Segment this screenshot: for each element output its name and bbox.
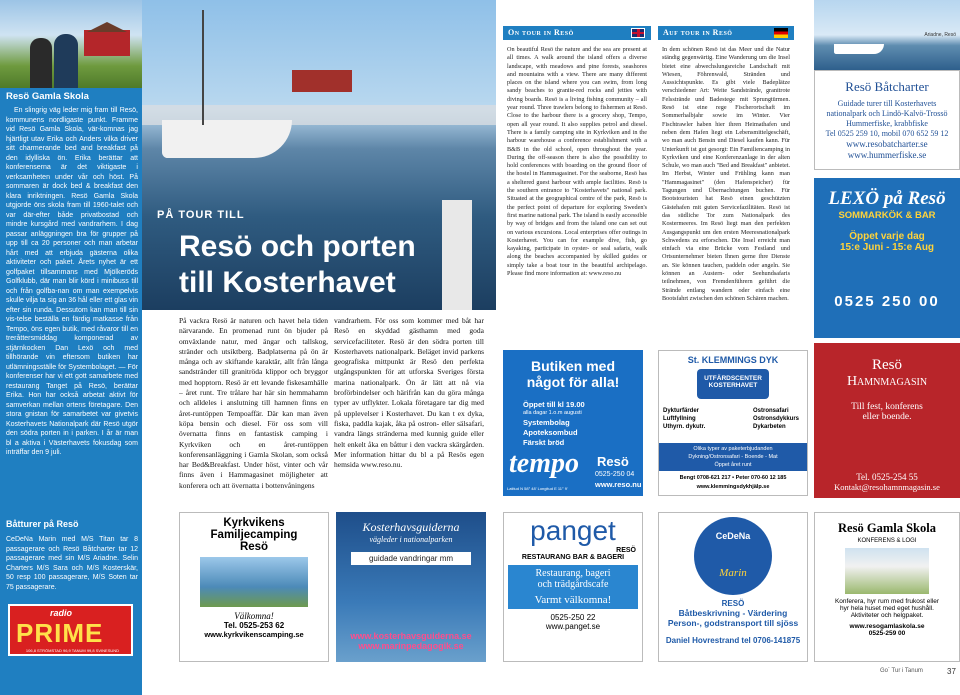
tour-de-title: Auf tour in Resö [663,28,733,37]
tempo-phone: 0525-250 04 [595,471,635,478]
photo-couple [0,0,142,88]
tempo-place: Resö [597,454,629,469]
tempo-item-1: alla dagar 1.o.m augusti [523,410,582,416]
radio-label: radio [50,608,73,618]
footer-text: Go´ Tur i Tanum [880,668,923,674]
feature-col1: På vackra Resö är naturen och havet hela tiden närvarande. En promenad runt ön bjuder på omväxlande natur, med ängar och tallskog, stränder och utsiktberg. Badplatserna på ön är många och av skiftande karaktär, allt från långa sandstränder till granitröda klippor och bryggor med hopptorn. Resö är ett levande fiskesamhälle – året runt. Tre trålare har här sin hemmahamn och alldeles i anslutning till hamnen finns en året-runtöppen Tempoaffär. Där kan man även köpa bensin och diesel. För oss som vill övernatta finns en fantastisk camping i Kyrkviken och en året-runtöppen konferensanläggning i Gamla Skolan, som också har Bed&Breakfast. Under höst, vinter och vår finns även i Hammagasinet möjligheter att konferera och att övernatta i bottenvåningens [179,316,328,490]
lexo-ad[interactable] [814,178,960,338]
kosterhav-ad[interactable] [336,512,486,662]
harbour-building [292,70,352,92]
tempo-item-3: Apoteksombud [523,428,578,437]
tempo-logo: tempo [509,448,579,479]
cedena-line1: Båtbeskrivning - Värdering [678,608,788,618]
dyk-phone: Bengt 0708-621 217 • Peter 070-60 12 185 [679,475,787,481]
cedena-place: RESÖ [721,599,745,608]
lexo-open2: 15:e Juni - 15:e Aug [839,242,935,253]
batcharter-web1[interactable]: www.resobatcharter.se [846,139,928,149]
batcharter-line1: Guidade turer till Kosterhavets [837,99,937,108]
lexo-sub: SOMMARKÖK & BAR [838,210,936,221]
gamla-line2: hyr hela huset med eget hushåll. [840,605,934,612]
feature-kicker: PÅ TOUR TILL [157,209,245,221]
panget-sub: RESTAURANG BAR & BAGERI [521,554,625,561]
lexo-name: LEXÖ på Resö [828,188,946,209]
batcharter-name: Resö Båtcharter [845,79,929,94]
gamla-sub: KONFERENS & LOGI [857,538,917,544]
left-title: Resö Gamla Skola [6,91,89,102]
dyk-left-2: Uthyrn. dykutr. [663,424,706,430]
kyrkviken-phone: Tel. 0525-253 62 [223,621,285,630]
gamla-line1: Konferera, hyr rum med frukost eller [834,598,940,605]
boat-trips-body: CeDeNa Marin med M/S Titan tar 8 passagerare och Resö Båtcharter tar 12 passagerare med sin M/S Ariadne. Selin Charters M/S Sara och M/S Kosterskär, 50 resp 100 passagerare, M/S Soten tar 75 passagerare. [6,536,138,591]
dyk-line1: Olika typer av paketerbjudanden [693,446,773,452]
dyk-right-0: Ostronsafari [753,408,789,414]
hamnmagasin-name2: Hamnmagasin [846,374,928,389]
page-number: 37 [947,667,956,676]
boat-trips-title: Båtturer på Resö [6,519,79,529]
dyk-right-2: Dykarbeten [753,424,786,430]
panget-ad[interactable] [503,512,643,662]
hamnmagasin-email[interactable]: Kontakt@resohamnmagasin.se [834,482,940,492]
hamnmagasin-phone: Tel. 0525-254 55 [856,472,918,482]
tour-de-body: In dem schönen Resö ist das Meer und die Natur ständig gegenwärtig. Eine Wanderung um die Insel bietet eine abwechslungsreiche Landschaft mit Wiesen, Föhrenwald, Stränden und Aussichtspunkte. Es gibt viele Badeplätze verschiedener Art: Weite Sandstrände, granitrote Felsstrände und Badestege mit Sprungtürmen. Resö ist eine rege Fischerortschaft im Sommerhalbjahr sowie im Winter. Vier Fischtrawler haben hier ihren Heimathafen und neben dem Hafen liegt ein Lebensmittelgeschäft, wo man auch Bensin und Diesel kaufen kann. Für Unterkunft ist gut gesorgt: Ein Familiencamping in Kyrkviken und eine Konferenzanlage in der alten Schule, wo man auch "Bed and Breakfast" anbietet. Im Herbst, Winter und Frühling kann man "Hammagasinet" (den Hafenspeicher) für Tagungen und Übernachtungen buchen. Für Bootstouristen hat Resö einen geschützten Gästehafen mit guten Servicefazilitäten. Resö ist das südliche Tor zum Nationalpark des Kostermeeres. Im Resö liegt man den perfekten Ausgangspunkt um den ersten Meeresnationalpark Schwedens zu erforschen. Die Insel erreicht man einfach via eine Brücke vom Festland und Ortsunternehmer bieten Ihnen gerne ihre Dienste an. Sie können tauchen, paddeln oder angeln. Sie können an Austern- oder Seehundsafaris teilnehmen, von Fremdenführern geführt die Strände entlang wandern oder einfach eine Bootsfahrt zwischen den schönen Schären machen. [662,46,790,302]
hamnmagasin-line2: eller boende. [862,412,912,422]
tempo-item-2: Systembolag [523,418,570,427]
pier-post [442,200,472,310]
feature-col2: vandrarhem. För oss som kommer med båt har Resö en skyddad gästhamn med goda servicefaciliteter. Resö är den södra porten till Kosterhavets nationalpark. Beläget invid parkens geografiska mittpunkt är Resö den perfekta utgångspunkten för att utforska Sveriges första marina nationalpark. Ön är lätt att nå via broförbindelser och härifrån kan du göra många typer av utflykter. Lokala företagare tar dig med på upplevelser i Kosterhavet. Du kan t ex dyka, fiska, paddla kajak, åka på ostron- eller sälsafari, vandra längs stränderna med kunnig guide eller helt enkelt åka en båttur i den vackra skärgården. Mer information hittar du bl a på Resös egen hemsida www.reso.nu. [334,316,484,470]
dyk-center1: UTFÄRDSCENTER [704,375,762,382]
dyk-line3: Öppet året runt [714,462,752,468]
kyrkviken-photo [200,557,308,607]
tour-en-header [503,26,651,40]
tempo-item-0: Öppet till kl 19.00 [523,400,585,409]
kyrkviken-title3: Resö [239,541,269,553]
batcharter-phone: Tel 0525 259 10, mobil 070 652 59 12 [825,129,949,138]
feature-title-2: till Kosterhavet [179,266,396,299]
tempo-ad[interactable] [503,350,643,496]
hamnmagasin-name1: Resö [872,357,902,373]
panget-phone: 0525-250 22 [550,613,596,622]
radio-prime-ad[interactable] [8,604,133,656]
dyk-right-1: Ostronsdykkurs [753,416,800,422]
hamnmagasin-line1: Till fest, konferens [851,402,923,412]
dyk-logo [697,369,769,399]
tempo-item-4: Färskt bröd [523,438,565,447]
batcharter-line3: Hummerfiske, krabbfiske [846,119,928,128]
kosterhav-line: guidade vandringar mm [351,552,471,565]
panget-place: RESÖ [616,547,636,554]
left-body: En slingrig väg leder mig fram till Resö, kommunens nordligaste punkt. Framme vid Resö Gamla Skola, vär-komnas jag hjärtligt utav Erika och Anders vilka driver sitt charmerande bed and breakfast på den idylliska ön. Erika berättar att konferenserna är det viktigaste i verksamheten under vår och höst. På sommaren är dock bed & breakfast den klara inriktningen. Resö Gamla Skola utgjorde öns skola fram till 1960-talet och var där-efter både privatbostad och mindre kursgård med vandrarhem. I dag passar anläggningen bra för grupper på upp till ca 20 personer och man arbetar hårt med att erbjuda gästerna olika aktiviteter och paket. Årets nyhet är ett golfpaket tillsammans med Mjölkeröds Golfklubb, där man blir körd i minibuss till och från golfba-nan om man exempelvis skulle vilja ta sig an 36 hål eller ett glas vin efter sin runda. Dessutom kan man till sin vis-telse beställa en färdig matkasse från Tempo, öns egen butik, med råvaror till en treråttersmiddag komponerad av stjärnkocken Dan Lexö och med tillhörande vin eftersom butiken har utlämningsställe för Systembolaget. — För konferenser har vi ett gott samarbete med restaurang Tanget på Resö, berättar Erika. Hon har också arbetat aktivt för samverkan mellan ortens företagare. Den stora gnistan för samarbetet var givetvis Kosterhavets Nationalpark där Resö utgör den södra porten in i parken. I år är man bl a aktiva i Västerhavets fokusdag som inträffar den 9 juli. [6,107,138,456]
tour-de-header [658,26,794,40]
tempo-h2: något för alla! [526,374,620,390]
hamnmagasin-ad[interactable] [814,343,960,498]
ariadne-boat [834,44,884,54]
kyrkviken-welcome: Välkomna! [234,611,274,621]
uk-flag-icon [631,28,645,38]
gamla-phone: 0525-259 00 [868,630,906,637]
gamla-line3: Aktiviteter och helgpaket. [850,612,924,619]
gamla-web[interactable]: www.resogamlaskola.se [849,623,925,630]
kyrkviken-title1: Kyrkvikens [223,517,285,529]
cedena-logo2: Marin [719,567,747,579]
cedena-logo [694,517,772,595]
dyk-web[interactable]: www.klemmingsdykhjälp.se [696,484,770,490]
lexo-phone: 0525 250 00 [834,293,940,310]
german-flag-icon [774,28,788,38]
cedena-contact: Daniel Hovrestrand tel 0706-141875 [665,636,801,645]
radio-frequencies: 106,8 STRÖMSTAD 96,9 TANUM 99,8 SVINESUND [25,648,120,653]
mast [202,10,204,125]
kosterhav-web1[interactable]: www.kosterhavsguiderna.se [350,631,472,641]
cedena-line2: Person-, godstransport till sjöss [667,618,799,628]
batcharter-line2: nationalpark och Lindö-Kalvö-Trossö [826,109,948,118]
tour-en-body: On beautiful Resö the nature and the sea are present at all times. A walk around the island offers a diverse landscape, with meadows and pine forests, seashores and mountains with a view. There are many different places on the island where you can swim, from long sandy beaches to granite-red rocks and jetties with diving boards. Resö is a living fishing community – all year round. Three trawlers belong to fishermen at Resö. Close to the harbour there is a grocery shop, Tempo, open all year round. It also supplies petrol and diesel. There is a family camping site in Kyrkviken and in the harbour warehouse a conference establishment with a B&B in the old school, open throughout the year. During the off-season there is also the possibility to hold conferences with boarding on the ground floor of the hostel in Hammagasinet. For the seaborne, Resö has a sheltered guest harbour with ample facilities. Resö is the southern entrance to "Kosterhavets" national park. Situated at the geographical centre of the park, Resö is the perfect point of departure for exploring Sweden's first marine national park. The island is easily accessible by way of bridges and from the island one can set out on various excursions. Local enterprises offer outings in Kosterhavet. You can for example dive, fish, go kayaking, participate in oyster- or seal safaris, walk along the beaches accompanied by skilled guides or simply take a boat tour in the beautiful archipelago. Please find more information at: www.reso.nu [507,46,647,278]
dyk-arc: St. KLEMMINGS DYK [687,355,779,365]
kosterhav-sub: vägleder i nationalparken [369,535,453,544]
gamla-skola-ad[interactable] [814,512,960,662]
batcharter-web2[interactable]: www.hummerfiske.se [847,150,927,160]
person-man [54,34,78,88]
batcharter-ad[interactable] [814,70,960,170]
cedena-logo1: CeDeNa [715,531,751,541]
dyk-ad[interactable] [658,350,808,496]
prime-logo: PRIME [16,618,104,648]
lexo-open1: Öppet varje dag [849,231,925,242]
feature-title-1: Resö och porten [179,230,416,263]
cedena-ad[interactable] [658,512,808,662]
panget-web[interactable]: www.panget.se [545,622,601,631]
red-house [84,30,130,56]
kosterhav-title: Kosterhavsguiderna [362,520,460,534]
panget-line1: Restaurang, bageri [535,568,611,579]
panget-line2: och trädgårdscafe [537,579,609,590]
panget-name: panget [530,515,616,546]
tempo-web[interactable]: www.reso.nu [595,480,642,489]
tempo-h1: Butiken med [530,358,615,374]
kyrkviken-ad[interactable] [179,512,329,662]
gamla-name: Resö Gamla Skola [838,521,936,535]
panget-welcome: Varmt välkomna! [534,594,612,606]
dyk-center2: KOSTERHAVET [708,382,758,389]
dyk-left-1: Luftfyllning [663,416,696,422]
dyk-left-0: Dykturfärder [663,408,700,414]
kyrkviken-web[interactable]: www.kyrkvikenscamping.se [204,630,304,639]
kosterhav-web2[interactable]: www.marinpedagogik.se [358,641,464,651]
photo-credit: Ariadne, Resö [924,32,956,38]
person-woman [30,38,52,88]
boat-hull [162,120,292,158]
gamla-photo [845,548,929,594]
ariadne-photo [814,0,960,70]
dyk-line2: Dykning/Ostronsafari - Boende - Mat [688,454,778,460]
left-column [0,0,142,695]
kyrkviken-title2: Familjecamping [210,529,298,541]
tour-en-title: On tour in Resö [508,28,574,37]
tempo-coords: Latitud N 58° 48' Longitud E 11° 9' [507,486,568,491]
